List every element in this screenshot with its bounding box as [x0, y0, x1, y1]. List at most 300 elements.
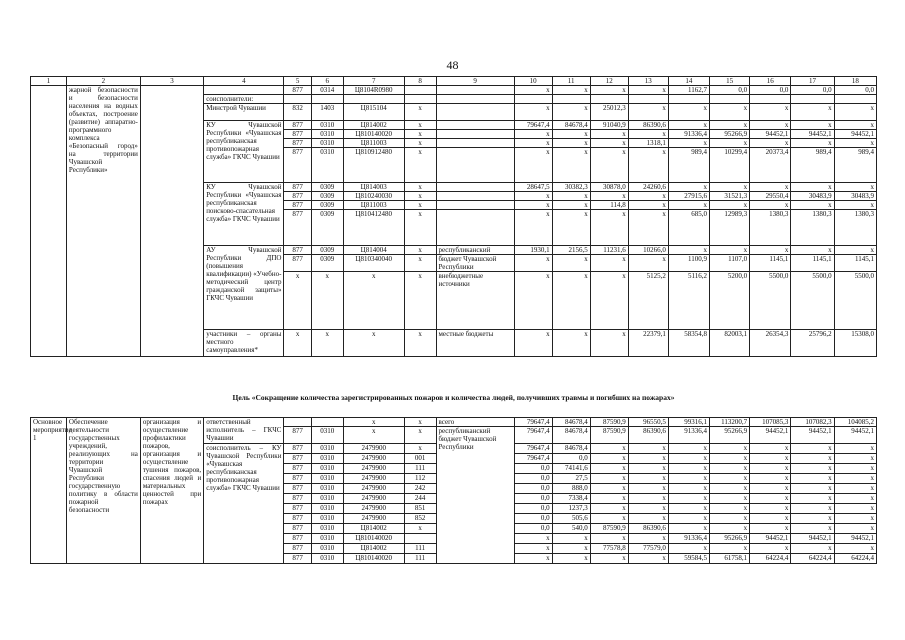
- value-cell: x: [590, 464, 628, 474]
- value-cell: x: [552, 192, 590, 201]
- value-cell: 0,0: [514, 464, 552, 474]
- table-cell: 877: [284, 544, 311, 554]
- value-cell: x: [834, 524, 876, 534]
- value-cell: 5500,0: [791, 272, 834, 330]
- value-cell: 989,4: [834, 148, 876, 183]
- table-cell: 852: [404, 514, 436, 524]
- value-cell: 1380,3: [750, 210, 791, 246]
- value-cell: 91336,4: [668, 130, 709, 139]
- value-cell: 94452,1: [791, 427, 834, 444]
- table-cell: [311, 95, 343, 104]
- value-cell: x: [834, 444, 876, 454]
- value-cell: 91336,4: [668, 427, 709, 444]
- table-cell: x: [404, 148, 436, 183]
- table-cell: Ц815104: [343, 104, 404, 121]
- value-cell: 5125,2: [628, 272, 668, 330]
- value-cell: x: [834, 139, 876, 148]
- value-cell: x: [628, 104, 668, 121]
- value-cell: 84678,4: [552, 418, 590, 427]
- value-cell: 94452,1: [750, 427, 791, 444]
- table-cell: 111: [404, 464, 436, 474]
- value-cell: x: [552, 330, 590, 357]
- value-cell: x: [710, 444, 750, 454]
- value-cell: 86390,6: [628, 121, 668, 130]
- value-cell: x: [628, 148, 668, 183]
- column-number: 12: [590, 77, 628, 86]
- value-cell: x: [514, 148, 552, 183]
- measure-description: Обеспечение деятельности государственных учреждений, реализующих на территории Чувашской Республики государственную политику в области пожарной безопасности: [66, 418, 140, 564]
- value-cell: 31521,3: [710, 192, 750, 201]
- value-cell: x: [514, 104, 552, 121]
- value-cell: 95266,9: [710, 130, 750, 139]
- value-cell: [628, 95, 668, 104]
- value-cell: x: [668, 183, 709, 192]
- source-cell: местные бюджеты: [436, 330, 514, 357]
- value-cell: x: [628, 494, 668, 504]
- table-cell: 1403: [311, 104, 343, 121]
- value-cell: x: [514, 554, 552, 564]
- value-cell: x: [514, 130, 552, 139]
- table-cell: x: [343, 330, 404, 357]
- value-cell: 989,4: [791, 148, 834, 183]
- table-cell: 0310: [311, 504, 343, 514]
- table-cell: 851: [404, 504, 436, 514]
- value-cell: x: [590, 192, 628, 201]
- value-cell: x: [791, 464, 834, 474]
- value-cell: x: [750, 474, 791, 484]
- value-cell: x: [590, 514, 628, 524]
- table-cell: 877: [284, 494, 311, 504]
- value-cell: 64224,4: [750, 554, 791, 564]
- value-cell: x: [514, 272, 552, 330]
- executor-cell: АУ Чувашской Республики ДПО (повышения квалификации) «Учебно-методический центр гражданской защиты» ГКЧС Чувашии: [204, 246, 284, 330]
- value-cell: x: [590, 330, 628, 357]
- value-cell: x: [552, 534, 590, 544]
- value-cell: 989,4: [668, 148, 709, 183]
- value-cell: x: [710, 514, 750, 524]
- value-cell: x: [710, 183, 750, 192]
- table-cell: 0310: [311, 514, 343, 524]
- table-cell: [284, 418, 311, 427]
- value-cell: x: [791, 246, 834, 255]
- table-cell: [436, 95, 514, 104]
- value-cell: 0,0: [514, 524, 552, 534]
- value-cell: x: [791, 514, 834, 524]
- value-cell: x: [710, 464, 750, 474]
- column-number: 11: [552, 77, 590, 86]
- table-cell: x: [311, 272, 343, 330]
- value-cell: x: [590, 272, 628, 330]
- table-cell: Ц810412480: [343, 210, 404, 246]
- table-cell: 877: [284, 427, 311, 444]
- table-cell: [404, 86, 436, 95]
- value-cell: x: [710, 494, 750, 504]
- value-cell: x: [668, 121, 709, 130]
- value-cell: 5200,0: [710, 272, 750, 330]
- value-cell: 79647,4: [514, 427, 552, 444]
- table-cell: Ц814002: [343, 544, 404, 554]
- value-cell: 74141,6: [552, 464, 590, 474]
- bottom-table-region: [30, 417, 877, 564]
- value-cell: x: [834, 494, 876, 504]
- source-cell: всего: [436, 418, 514, 427]
- value-cell: [791, 95, 834, 104]
- value-cell: 1237,3: [552, 504, 590, 514]
- value-cell: 22379,1: [628, 330, 668, 357]
- value-cell: 12989,3: [710, 210, 750, 246]
- value-cell: x: [590, 148, 628, 183]
- value-cell: 30878,0: [590, 183, 628, 192]
- measure-tasks: организация и осуществление профилактики пожаров, организация и осуществление тушения пожаров, спасения людей и материальных ценностей при пожарах: [140, 418, 203, 564]
- value-cell: 0,0: [514, 484, 552, 494]
- value-cell: x: [791, 474, 834, 484]
- value-cell: [590, 95, 628, 104]
- value-cell: x: [750, 246, 791, 255]
- value-cell: x: [668, 524, 709, 534]
- table-cell: [284, 95, 311, 104]
- value-cell: x: [628, 210, 668, 246]
- value-cell: 0,0: [710, 86, 750, 95]
- value-cell: x: [628, 534, 668, 544]
- table-cell: x: [404, 201, 436, 210]
- table-cell: x: [284, 272, 311, 330]
- value-cell: x: [791, 524, 834, 534]
- table-cell: x: [404, 427, 436, 444]
- value-cell: 107085,3: [750, 418, 791, 427]
- value-cell: x: [552, 544, 590, 554]
- value-cell: x: [552, 272, 590, 330]
- table-cell: Ц814003: [343, 183, 404, 192]
- value-cell: x: [668, 514, 709, 524]
- value-cell: x: [750, 454, 791, 464]
- column-number: 7: [343, 77, 404, 86]
- value-cell: 11231,6: [590, 246, 628, 255]
- value-cell: x: [514, 544, 552, 554]
- column-number: 8: [404, 77, 436, 86]
- source-cell: [436, 121, 514, 130]
- column-number: 18: [834, 77, 876, 86]
- value-cell: x: [791, 104, 834, 121]
- value-cell: x: [834, 183, 876, 192]
- value-cell: x: [514, 255, 552, 272]
- table-cell: 0310: [311, 444, 343, 454]
- value-cell: x: [710, 474, 750, 484]
- value-cell: 5116,2: [668, 272, 709, 330]
- value-cell: x: [710, 139, 750, 148]
- table-cell: 877: [284, 474, 311, 484]
- source-cell: [436, 183, 514, 192]
- table-cell: 877: [284, 444, 311, 454]
- executor-cell: соисполнитель – КУ Чувашской Республики «Чувашская республиканская противопожарная служба» ГКЧС Чувашии: [204, 444, 284, 564]
- total-row: [31, 418, 877, 427]
- value-cell: 94452,1: [750, 534, 791, 544]
- value-cell: 27915,6: [668, 192, 709, 201]
- value-cell: 64224,4: [834, 554, 876, 564]
- table-cell: x: [284, 330, 311, 357]
- table-cell: Ц811003: [343, 201, 404, 210]
- table-cell: 877: [284, 255, 311, 272]
- value-cell: x: [668, 544, 709, 554]
- value-cell: x: [590, 86, 628, 95]
- source-cell: внебюджетные источники: [436, 272, 514, 330]
- table-cell: 2479900: [343, 494, 404, 504]
- table-cell: [436, 86, 514, 95]
- column-number: 5: [284, 77, 311, 86]
- value-cell: 30483,9: [834, 192, 876, 201]
- table-cell: 877: [284, 148, 311, 183]
- table-cell: x: [404, 255, 436, 272]
- value-cell: x: [552, 86, 590, 95]
- value-cell: x: [668, 504, 709, 514]
- value-cell: x: [834, 464, 876, 474]
- table-cell: 877: [284, 246, 311, 255]
- table-cell: 0310: [311, 121, 343, 130]
- value-cell: x: [750, 201, 791, 210]
- value-cell: 28647,5: [514, 183, 552, 192]
- table-cell: x: [404, 418, 436, 427]
- value-cell: x: [750, 121, 791, 130]
- table-cell: x: [343, 427, 404, 444]
- table-cell: 832: [284, 104, 311, 121]
- value-cell: x: [834, 484, 876, 494]
- value-cell: 1107,0: [710, 255, 750, 272]
- value-cell: 86390,6: [628, 427, 668, 444]
- table-cell: Ц814002: [343, 121, 404, 130]
- value-cell: 1380,3: [791, 210, 834, 246]
- table-cell: 877: [284, 524, 311, 534]
- top-table: [30, 76, 877, 357]
- value-cell: 0,0: [514, 474, 552, 484]
- value-cell: x: [791, 121, 834, 130]
- value-cell: 94452,1: [834, 427, 876, 444]
- table-cell: [404, 534, 436, 544]
- measure-description: жарной безопасности и безопасности населения на водных объектах, построение (развитие) аппаратно-программного комплекса «Безопасный город» на территории Чувашской Республики»: [66, 86, 140, 357]
- table-cell: 0310: [311, 130, 343, 139]
- table-cell: 0309: [311, 246, 343, 255]
- table-cell: 0310: [311, 139, 343, 148]
- table-cell: 0310: [311, 148, 343, 183]
- value-cell: 1318,1: [628, 139, 668, 148]
- value-cell: x: [590, 554, 628, 564]
- value-cell: x: [710, 524, 750, 534]
- value-cell: x: [590, 139, 628, 148]
- value-cell: 0,0: [834, 86, 876, 95]
- table-cell: [343, 95, 404, 104]
- source-cell: республиканский: [436, 246, 514, 255]
- value-cell: x: [834, 504, 876, 514]
- table-cell: Ц810140020: [343, 534, 404, 544]
- value-cell: x: [750, 484, 791, 494]
- value-cell: 27,5: [552, 474, 590, 484]
- table-cell: 242: [404, 484, 436, 494]
- table-cell: 2479900: [343, 444, 404, 454]
- executor-cell: ответственный исполнитель – ГКЧС Чувашии: [204, 418, 284, 444]
- value-cell: x: [590, 494, 628, 504]
- table-cell: 2479900: [343, 474, 404, 484]
- value-cell: 25796,2: [791, 330, 834, 357]
- executor-cell: Минстрой Чувашии: [204, 104, 284, 121]
- table-cell: Ц814002: [343, 524, 404, 534]
- value-cell: 15308,0: [834, 330, 876, 357]
- value-cell: [834, 95, 876, 104]
- value-cell: 24260,6: [628, 183, 668, 192]
- value-cell: x: [514, 192, 552, 201]
- value-cell: x: [552, 201, 590, 210]
- value-cell: x: [750, 494, 791, 504]
- value-cell: x: [710, 121, 750, 130]
- value-cell: x: [668, 246, 709, 255]
- value-cell: x: [590, 534, 628, 544]
- bottom-table: [30, 417, 877, 564]
- table-cell: Ц811003: [343, 139, 404, 148]
- value-cell: x: [750, 139, 791, 148]
- value-cell: 7338,4: [552, 494, 590, 504]
- column-number: 3: [140, 77, 203, 86]
- value-cell: 1145,1: [834, 255, 876, 272]
- value-cell: 58354,8: [668, 330, 709, 357]
- table-cell: 877: [284, 121, 311, 130]
- table-cell: 0310: [311, 454, 343, 464]
- table-cell: 877: [284, 554, 311, 564]
- value-cell: x: [590, 255, 628, 272]
- table-cell: 0310: [311, 494, 343, 504]
- table-cell: 0309: [311, 210, 343, 246]
- value-cell: x: [628, 444, 668, 454]
- value-cell: x: [590, 444, 628, 454]
- value-cell: 0,0: [791, 86, 834, 95]
- value-cell: x: [750, 464, 791, 474]
- value-cell: 104085,2: [834, 418, 876, 427]
- value-cell: 5500,0: [750, 272, 791, 330]
- value-cell: x: [628, 130, 668, 139]
- value-cell: x: [791, 201, 834, 210]
- value-cell: x: [834, 104, 876, 121]
- value-cell: x: [514, 210, 552, 246]
- value-cell: x: [834, 514, 876, 524]
- value-cell: x: [628, 201, 668, 210]
- value-cell: 5500,0: [834, 272, 876, 330]
- table-cell: x: [404, 130, 436, 139]
- source-cell: [436, 210, 514, 246]
- value-cell: x: [590, 130, 628, 139]
- value-cell: 10266,0: [628, 246, 668, 255]
- table-cell: Ц814004: [343, 246, 404, 255]
- table-cell: 244: [404, 494, 436, 504]
- executor-cell: [204, 86, 284, 95]
- source-cell: [436, 192, 514, 201]
- value-cell: x: [791, 139, 834, 148]
- executor-cell: КУ Чувашской Республики «Чувашская республиканская противопожарная служба» ГКЧС Чувашии: [204, 121, 284, 183]
- value-cell: x: [552, 255, 590, 272]
- table-cell: 0310: [311, 474, 343, 484]
- value-cell: x: [710, 104, 750, 121]
- column-number: 13: [628, 77, 668, 86]
- value-cell: 86390,6: [628, 524, 668, 534]
- value-cell: x: [552, 210, 590, 246]
- table-cell: 877: [284, 534, 311, 544]
- value-cell: 61758,1: [710, 554, 750, 564]
- value-cell: 84678,4: [552, 121, 590, 130]
- value-cell: x: [668, 454, 709, 464]
- table-cell: 0310: [311, 554, 343, 564]
- value-cell: x: [750, 514, 791, 524]
- value-cell: 84678,4: [552, 427, 590, 444]
- column-number: 2: [66, 77, 140, 86]
- value-cell: x: [710, 484, 750, 494]
- col1-cell: [31, 86, 67, 357]
- source-cell: [436, 148, 514, 183]
- value-cell: x: [514, 201, 552, 210]
- value-cell: 79647,4: [514, 454, 552, 464]
- table-cell: x: [404, 121, 436, 130]
- value-cell: x: [710, 544, 750, 554]
- value-cell: x: [710, 504, 750, 514]
- table-cell: Ц810912480: [343, 148, 404, 183]
- value-cell: x: [514, 330, 552, 357]
- value-cell: x: [791, 494, 834, 504]
- value-cell: 113200,7: [710, 418, 750, 427]
- value-cell: x: [750, 524, 791, 534]
- table-cell: Ц810140020: [343, 130, 404, 139]
- value-cell: 64224,4: [791, 554, 834, 564]
- value-cell: x: [710, 246, 750, 255]
- table-cell: 877: [284, 464, 311, 474]
- table-cell: x: [404, 272, 436, 330]
- value-cell: [552, 95, 590, 104]
- table-cell: x: [404, 444, 436, 454]
- value-cell: x: [791, 183, 834, 192]
- table-cell: x: [343, 418, 404, 427]
- table-cell: Ц8104R0980: [343, 86, 404, 95]
- table-cell: 877: [284, 454, 311, 464]
- value-cell: x: [628, 454, 668, 464]
- col3-cell: [140, 86, 203, 357]
- value-cell: x: [628, 192, 668, 201]
- value-cell: 87590,9: [590, 427, 628, 444]
- table-cell: 0309: [311, 255, 343, 272]
- value-cell: x: [791, 544, 834, 554]
- value-cell: 1162,7: [668, 86, 709, 95]
- value-cell: x: [791, 504, 834, 514]
- value-cell: 0,0: [514, 514, 552, 524]
- value-cell: x: [834, 201, 876, 210]
- value-cell: x: [668, 201, 709, 210]
- executor-cell: КУ Чувашской Республики «Чувашская республиканская поисково-спасательная служба» ГКЧС Чувашии: [204, 183, 284, 246]
- measure-number: Основное мероприятие 1: [31, 418, 67, 564]
- value-cell: x: [668, 444, 709, 454]
- value-cell: 1100,9: [668, 255, 709, 272]
- table-cell: 0309: [311, 192, 343, 201]
- value-cell: x: [552, 130, 590, 139]
- value-cell: 0,0: [514, 494, 552, 504]
- value-cell: x: [590, 474, 628, 484]
- value-cell: x: [628, 554, 668, 564]
- value-cell: x: [791, 444, 834, 454]
- table-cell: x: [404, 139, 436, 148]
- value-cell: 87590,9: [590, 418, 628, 427]
- value-cell: 26354,3: [750, 330, 791, 357]
- value-cell: 30483,9: [791, 192, 834, 201]
- value-cell: [514, 95, 552, 104]
- value-cell: [710, 95, 750, 104]
- value-cell: 79647,4: [514, 418, 552, 427]
- value-cell: x: [834, 474, 876, 484]
- column-number: 15: [710, 77, 750, 86]
- value-cell: [750, 95, 791, 104]
- value-cell: x: [791, 454, 834, 464]
- table-cell: 877: [284, 192, 311, 201]
- table-cell: Ц810340040: [343, 255, 404, 272]
